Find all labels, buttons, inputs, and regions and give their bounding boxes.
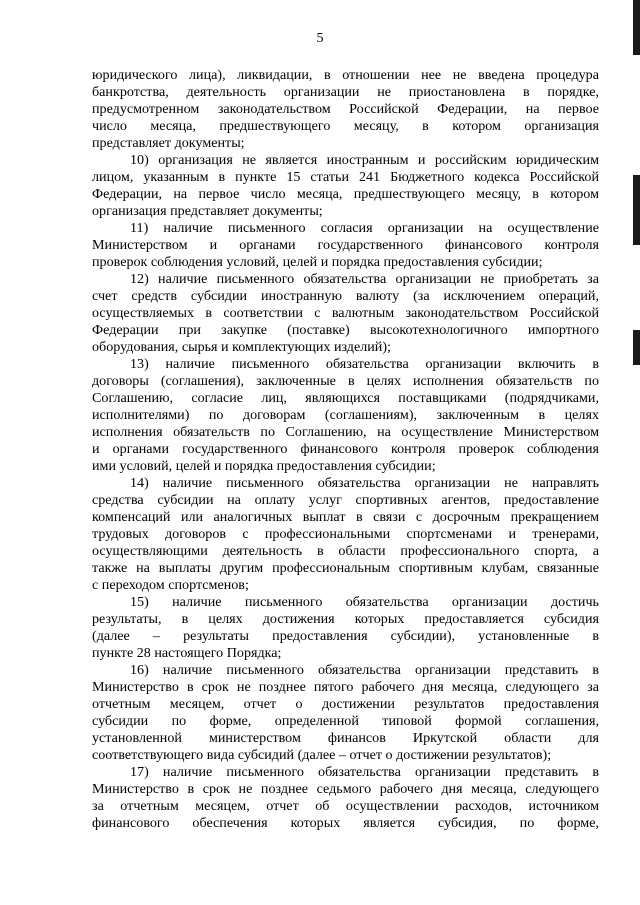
paragraph-first-line: 17) наличие письменного обязательства организации представить в [130,764,599,780]
scan-edge-mark [633,330,640,365]
text-line: число месяца, предшествующего месяцу, в котором организация [92,118,599,134]
document-body [92,67,599,832]
text-line: исполнения обязательств по Соглашению, на осуществление Министерством [92,424,599,440]
text-line: пункте 28 настоящего Порядка; [92,645,282,661]
text-line: средства субсидии на оплату услуг спортивных агентов, предоставление [92,492,599,508]
text-line: организация представляет документы; [92,203,323,219]
text-line: лицом, указанным в пункте 15 статьи 241 Бюджетного кодекса Российской [92,169,599,185]
text-line: результаты, в целях достижения которых предоставляется субсидия [92,611,599,627]
text-line: отчетным месяцем, отчет о достижении результатов предоставления [92,696,599,712]
text-line: Министерство в срок не позднее пятого рабочего дня месяца, следующего за [92,679,599,695]
text-line: также на выплаты другим профессиональным спортивным клубам, связанные [92,560,599,576]
text-line: оборудования, сырья и комплектующих изделий); [92,339,391,355]
text-line: Министерством и органами государственного финансового контроля [92,237,599,253]
text-line: финансового обеспечения которых является субсидия, по форме, [92,815,599,831]
paragraph-first-line: 10) организация не является иностранным и российским юридическим [130,152,599,168]
text-line: Соглашению, согласие лиц, являющихся поставщиками (подрядчиками, [92,390,599,406]
text-line: субсидии по форме, определенной типовой формой соглашения, [92,713,599,729]
text-line: Министерство в срок не позднее седьмого рабочего дня месяца, следующего [92,781,599,797]
text-line: проверок соблюдения условий, целей и порядка предоставления субсидии; [92,254,543,270]
text-line: представляет документы; [92,135,245,151]
text-line: осуществляющими деятельность в области профессионального спорта, а [92,543,599,559]
text-line: ими условий, целей и порядка предоставления субсидии; [92,458,436,474]
text-line: компенсаций или аналогичных выплат в связи с досрочным прекращением [92,509,599,525]
text-line: за отчетным месяцем, отчет об осуществлении расходов, источником [92,798,599,814]
paragraph-first-line: 14) наличие письменного обязательства организации не направлять [130,475,599,491]
text-line: банкротства, деятельность организации не приостановлена в порядке, [92,84,599,100]
scan-edge-mark [633,0,640,55]
text-line: с переходом спортсменов; [92,577,249,593]
text-line: договоры (соглашения), заключенные в целях исполнения обязательств по [92,373,599,389]
text-line: осуществляемых в соответствии с валютным законодательством Российской [92,305,599,321]
text-line: (далее – результаты предоставления субсидии), установленные в [92,628,599,644]
text-line: трудовых договоров с профессиональными спортсменами и тренерами, [92,526,599,542]
text-line: Федерации при закупке (поставке) высокотехнологичного импортного [92,322,599,338]
paragraph-first-line: 15) наличие письменного обязательства организации достичь [130,594,599,610]
text-line: предусмотренном законодательством Российской Федерации, на первое [92,101,599,117]
page-number: 5 [316,31,324,46]
text-line: установленной министерством финансов Иркутской области для [92,730,599,746]
paragraph-first-line: 12) наличие письменного обязательства организации не приобретать за [130,271,599,287]
text-line: счет средств субсидии иностранную валюту (за исключением операций, [92,288,599,304]
text-line: Федерации, на первое число месяца, предшествующего месяцу, в котором [92,186,599,202]
text-line: и органами государственного финансового контроля проверок соблюдения [92,441,599,457]
paragraph-first-line: 13) наличие письменного обязательства организации включить в [130,356,599,372]
text-line: юридического лица), ликвидации, в отношении нее не введена процедура [92,67,599,83]
text-line: исполнителями) по договорам (соглашениям), заключенным в целях [92,407,599,423]
paragraph-first-line: 11) наличие письменного согласия организации на осуществление [130,220,599,236]
scan-edge-mark [633,175,640,245]
text-line: соответствующего вида субсидий (далее – отчет о достижении результатов); [92,747,552,763]
paragraph-first-line: 16) наличие письменного обязательства организации представить в [130,662,599,678]
